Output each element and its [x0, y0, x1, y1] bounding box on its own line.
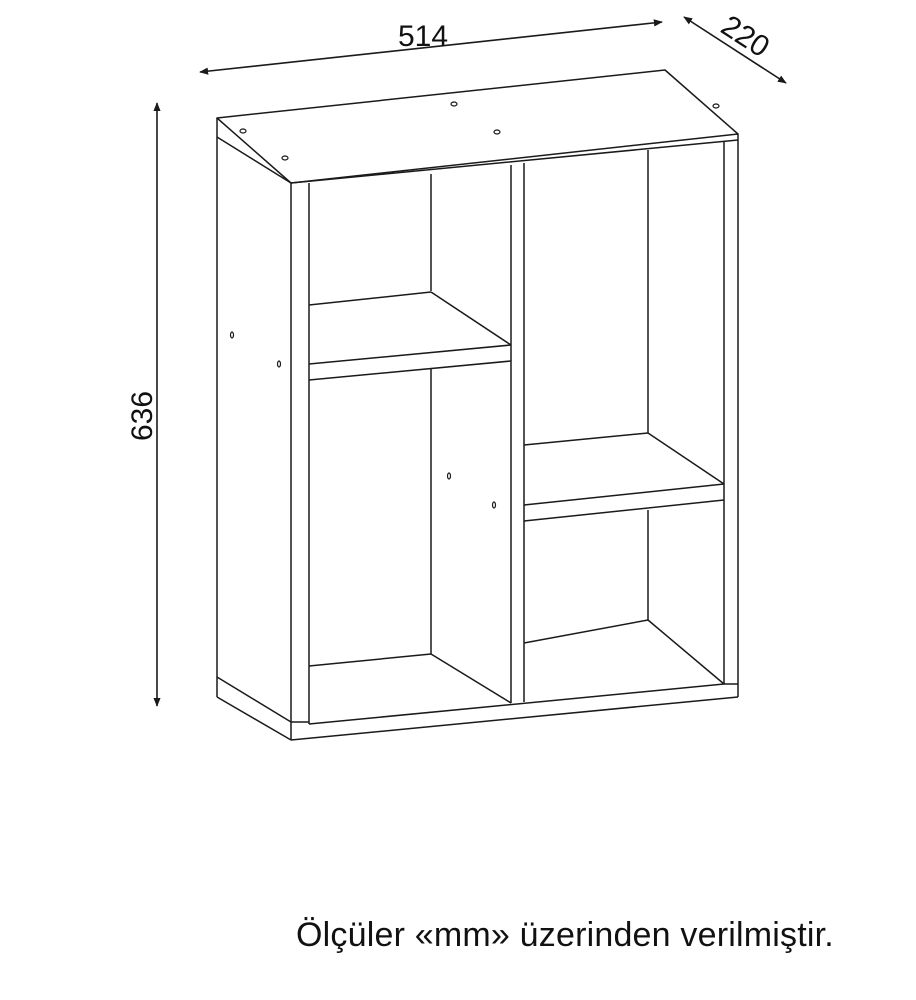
screw-hole-icon	[448, 473, 451, 479]
screw-hole-icon	[713, 104, 719, 108]
bookshelf-outline	[217, 70, 738, 740]
height-label: 636	[126, 390, 159, 441]
depth-label: 220	[715, 9, 776, 65]
width-label: 514	[398, 20, 449, 53]
screw-hole-icon	[282, 156, 288, 160]
screw-hole-icon	[494, 130, 500, 134]
screw-hole-icon	[240, 129, 246, 133]
width-dimension	[200, 20, 662, 72]
screw-hole-icon	[278, 361, 281, 367]
screw-hole-icon	[493, 502, 496, 508]
screw-hole-icon	[231, 332, 234, 338]
right-middle-shelf	[524, 433, 648, 445]
top-panel	[217, 70, 738, 183]
left-upper-shelf	[309, 292, 431, 305]
depth-dimension	[684, 9, 786, 83]
units-caption: Ölçüler «mm» üzerinden verilmiştir.	[296, 916, 834, 954]
height-dimension	[126, 103, 159, 706]
screw-hole-icon	[451, 102, 457, 106]
